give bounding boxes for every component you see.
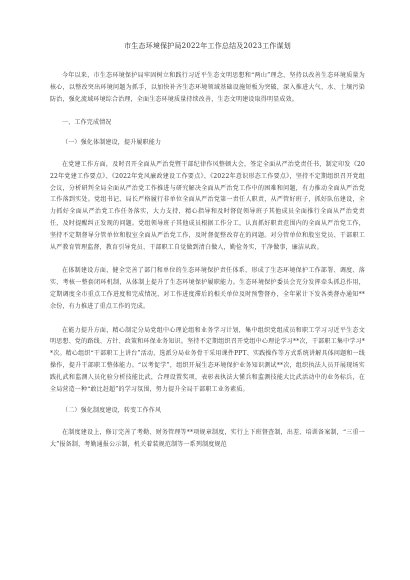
party-building-paragraph: 在党建工作方面，及时召开全面从严治党暨干部纪律作风整顿大会，签定全面从严治党责任书，制定印发《2022年党建工作要点》、《2022年党风廉政建设工作要点》、《2022年意识形态工作要点》，坚持不定期组织召开党组会议，分析研判全局全面从严治党工作推进与研究解决全面从严治党工作中的困难和问题，有力推动全面从严治党工作落到实处。党组书记、局长严格履行非单位全面从严治党第一责任人职责，从严管好班子，抓好队伍建设，全力抓好全面从严治党工作任务落实，大力支持，精心指导和及时督促领导班子其他成员全面推行全面从严治党责任，及时提醒纠正发现的问题。党组领导班子其他成员根据工作分工，认真抓好职责范围内的全面从严治党工作，坚持不定期督导分管单位和股室全面从严治党工作，及时督促整改存在的问题。对分管单位和股室党员、干部职工从严教育管理监督，教育引导党员、干部职工自觉做到清白做人，勤俭务实，干净做事，廉洁从政。 xyxy=(50,160,365,251)
subsection-heading-institution-building: （二）强化制度建设，转变工作作风 xyxy=(62,407,162,415)
system-building-paragraph: 在体制建设方面，健全完善了部门和单位的生态环境保护责任体系，形成了生态环境保护工作部署、调度、落实、考核一整套闭环机制，从体制上提升了生态环境保护履职能力。生态环境保护委员会充分发挥牵头抓总作用，定期调度全市重点工作进度和完成情况，对工作进度滞后的相关单位及时预警督办，全年累计下发各类督办通知**余份，有力推进了重点工作的完成。 xyxy=(50,267,365,310)
intro-paragraph: 今年以来，市生态环境保护局牢固树立和践行习近平生态文明思想和“两山”理念，坚持以改善生态环境质量为核心，以整改突出环境问题为抓手，以加快补齐生态环境领域基础设施短板为突破，深入推进大气、水、土壤污染防治，强化流域环境综合治理，全面生态环境质量持续改善，生态文明建设取得明显成效。 xyxy=(50,72,365,103)
section-heading-work-completion: 一、工作完成情况 xyxy=(62,119,112,127)
subsection-heading-system-building: （一）强化体制建设，提升履职能力 xyxy=(62,139,162,147)
document-title: 市生态环境保护局2022年工作总结及2023工作谋划 xyxy=(124,42,291,50)
institution-building-paragraph: 在制度建设上，修订完善了考勤、财务管理等**项规章制度，实行上下班督查制，出差、培训备案制，“三重一大”报备制，考勤通报公示制，机关着装规范制等一系列制度规范 xyxy=(50,429,365,448)
capacity-improvement-paragraph: 在能力提升方面，精心制定分局党组中心理论组和业务学习计划，集中组织党组成员和职工学习习近平生态文明思想、党的路线、方针、政策和环保业务知识。坚持不定期组织召开党组中心理论学习**次，干部职工集中学习**次。精心组织“干部职工上讲台”活动，选派分局业务骨干采用课件PPT、实践操作等方式系统讲解具体问题和一线操作，提升干部职工整体能力。“以考促学”，组织开展生态环境保护业务知识测试**次，组织执法人员开展现场实践扎武和监测人员化验分析技能比武，合理设置奖项，表彰表执法大懂兵和监测技能大比武活动中的业务标兵，在全局营造一种“敢比赶超”的学习氛围，努力提升全局干部职工业务素质。 xyxy=(50,326,365,393)
